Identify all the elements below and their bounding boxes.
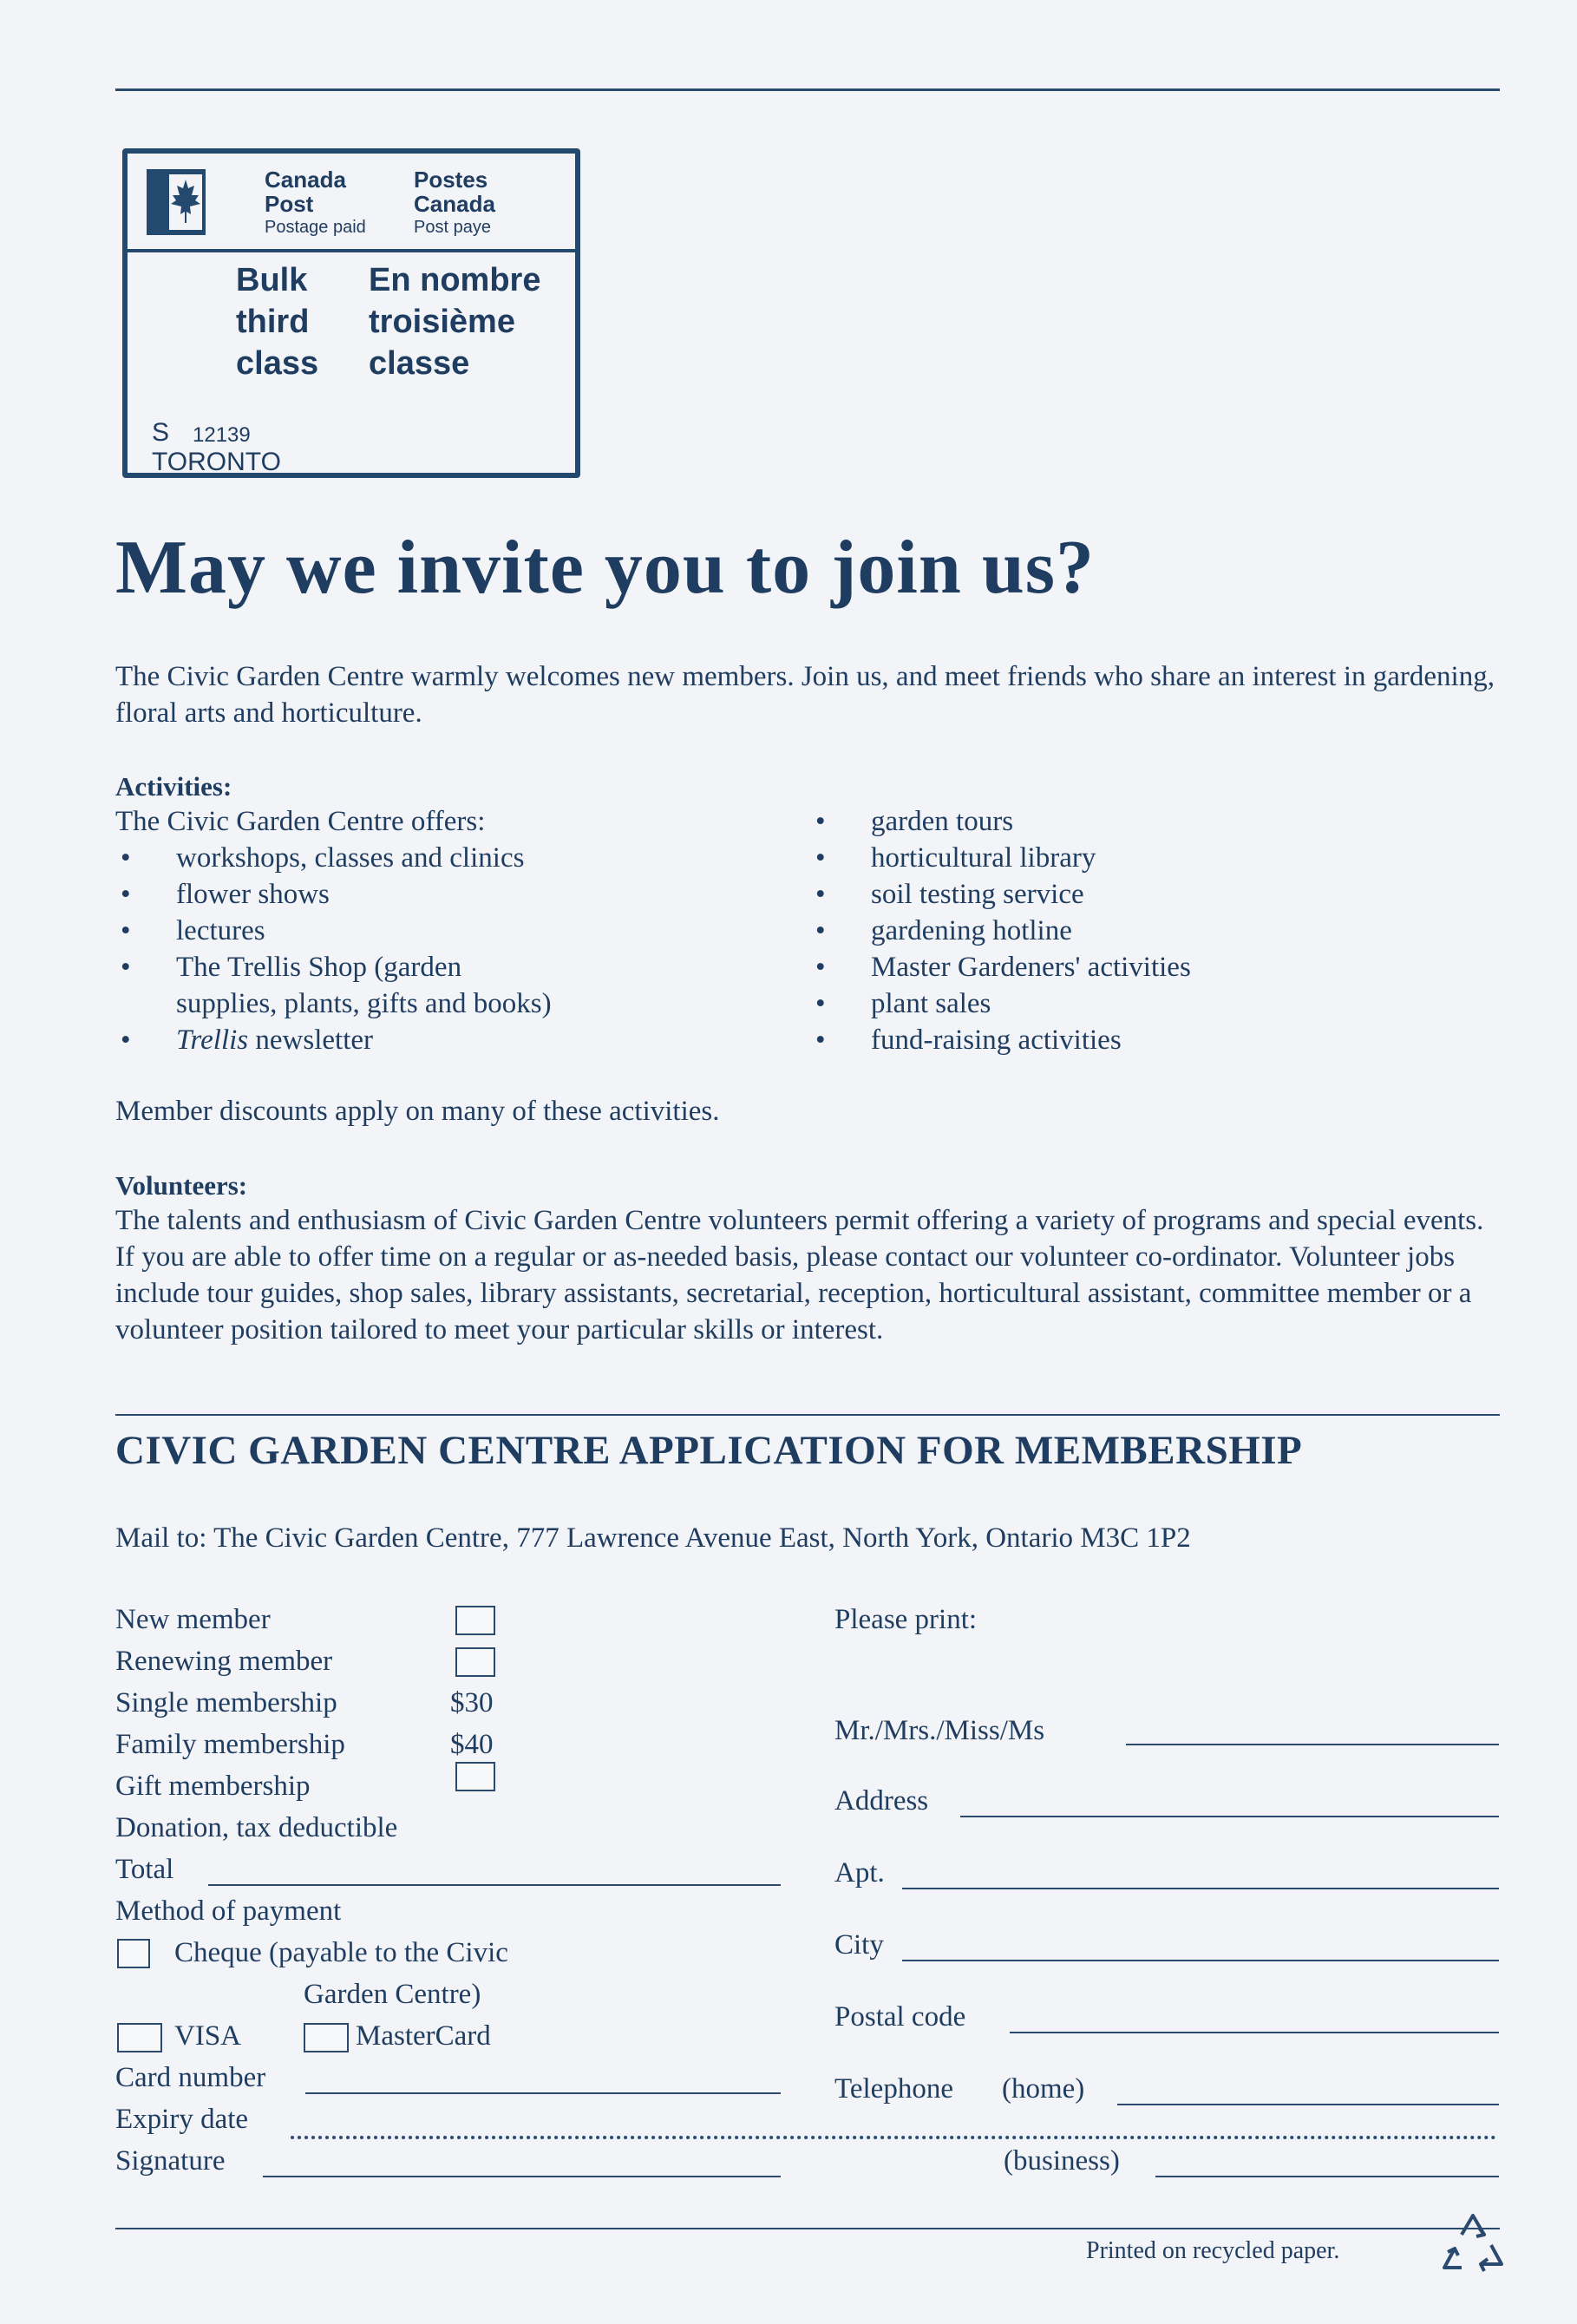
list-item: • Master Gardeners' activities (810, 949, 1191, 985)
family-membership-price: $40 (450, 1729, 494, 1760)
new-member-label: New member (115, 1604, 271, 1635)
renewing-member-checkbox[interactable] (455, 1647, 495, 1677)
postal-code-label: Postal code (834, 2001, 966, 2033)
cheque-checkbox[interactable] (117, 1939, 150, 1968)
volunteers-heading: Volunteers: (115, 1170, 248, 1201)
indicia-canada-fr: Canada (414, 191, 495, 217)
indicia-header (128, 154, 575, 252)
salutation-label: Mr./Mrs./Miss/Ms (834, 1715, 1045, 1746)
address-field[interactable] (960, 1816, 1499, 1817)
address-label: Address (834, 1785, 929, 1817)
list-item-continuation: supplies, plants, gifts and books) (176, 988, 552, 1019)
apt-label: Apt. (834, 1857, 885, 1889)
canada-post-logo-icon (147, 169, 206, 235)
family-membership-label: Family membership (115, 1729, 345, 1760)
postage-indicia (122, 148, 580, 478)
top-rule (115, 88, 1500, 91)
gift-membership-checkbox[interactable] (455, 1762, 495, 1791)
list-item: • fund-raising activities (810, 1022, 1191, 1058)
donation-label: Donation, tax deductible (115, 1812, 398, 1843)
renewing-member-label: Renewing member (115, 1646, 333, 1677)
indicia-permit-number: 12139 (193, 423, 251, 447)
telephone-home-label: (home) (1002, 2073, 1085, 2105)
indicia-postes-fr: Postes (414, 167, 488, 193)
application-top-rule (115, 1414, 1500, 1416)
apt-field[interactable] (902, 1888, 1499, 1889)
name-field[interactable] (1126, 1744, 1499, 1745)
telephone-label: Telephone (834, 2073, 953, 2105)
newsletter-label: newsletter (255, 1025, 374, 1056)
telephone-business-field[interactable] (1155, 2176, 1499, 2177)
single-membership-price: $30 (450, 1687, 494, 1718)
postal-code-field[interactable] (1010, 2032, 1499, 2033)
intro-paragraph: The Civic Garden Centre warmly welcomes new members. Join us, and meet friends who share an interest in gardening, floral arts and horticulture. (115, 661, 1495, 729)
indicia-city: TORONTO (152, 448, 281, 476)
list-item: • flower shows (115, 876, 552, 913)
indicia-postage-paid: Postage paid (265, 218, 366, 237)
please-print-label: Please print: (834, 1604, 978, 1635)
list-item: • lectures (115, 913, 552, 949)
visa-checkbox[interactable] (117, 2023, 162, 2052)
indicia-class: class (236, 345, 319, 382)
mail-to-address: Mail to: The Civic Garden Centre, 777 Lawrence Avenue East, North York, Ontario M3C 1P2 (115, 1522, 1191, 1554)
recycle-icon (1436, 2209, 1510, 2283)
total-label: Total (115, 1854, 174, 1885)
telephone-home-field[interactable] (1117, 2104, 1499, 2105)
bottom-rule (115, 2228, 1500, 2229)
indicia-bulk: Bulk (236, 262, 308, 298)
new-member-checkbox[interactable] (455, 1606, 495, 1635)
method-of-payment-label: Method of payment (115, 1895, 342, 1927)
expiry-date-field[interactable] (291, 2136, 1496, 2139)
telephone-business-label: (business) (1004, 2145, 1120, 2177)
indicia-post-paye: Post paye (414, 218, 491, 237)
list-item (115, 1022, 552, 1058)
application-title: CIVIC GARDEN CENTRE APPLICATION FOR MEMBERSHIP (115, 1428, 1303, 1473)
indicia-post-en: Post (265, 191, 314, 217)
activities-list-left (115, 840, 552, 1058)
indicia-troisieme: troisième (369, 304, 515, 340)
card-number-label: Card number (115, 2062, 266, 2093)
indicia-canada-en: Canada (265, 167, 346, 193)
list-item: • plant sales (810, 985, 1191, 1022)
indicia-third: third (236, 304, 310, 340)
volunteers-paragraph: The talents and enthusiasm of Civic Garden Centre volunteers permit offering a variety of programs and special events. If you are able to offer time on a regular or as-needed basis, please contact our volunteer co-ordinator. Volunteer jobs include tour guides, shop sales, library assistants, secretarial, reception, horticultural assistant, committee member or a volunteer position tailored to meet your particular skills or interest. (115, 1205, 1484, 1345)
list-item: • soil testing service (810, 876, 1191, 913)
list-item: • gardening hotline (810, 913, 1191, 949)
total-field[interactable] (208, 1884, 781, 1886)
mastercard-label: MasterCard (356, 2020, 491, 2052)
cheque-label: Cheque (payable to the Civic (174, 1937, 508, 1968)
city-field[interactable] (902, 1960, 1499, 1961)
page-title: May we invite you to join us? (115, 526, 1095, 610)
mastercard-checkbox[interactable] (304, 2023, 349, 2052)
member-discount-note: Member discounts apply on many of these activities. (115, 1096, 720, 1127)
expiry-date-label: Expiry date (115, 2104, 249, 2135)
signature-field[interactable] (263, 2176, 781, 2177)
list-item: • The Trellis Shop (garden (115, 949, 552, 985)
indicia-permit-prefix: S (152, 418, 170, 447)
activities-heading: Activities: (115, 771, 232, 802)
recycled-paper-note: Printed on recycled paper. (1086, 2237, 1340, 2264)
activities-offers: The Civic Garden Centre offers: (115, 806, 486, 837)
card-number-field[interactable] (305, 2092, 781, 2094)
indicia-classe: classe (369, 345, 470, 382)
list-item: • workshops, classes and clinics (115, 840, 552, 876)
cheque-label-continued: Garden Centre) (304, 1979, 481, 2010)
activities-list-right (810, 803, 1191, 1058)
signature-label: Signature (115, 2145, 226, 2177)
city-label: City (834, 1929, 884, 1961)
list-item: • garden tours (810, 803, 1191, 840)
single-membership-label: Single membership (115, 1687, 337, 1718)
gift-membership-label: Gift membership (115, 1771, 311, 1802)
trellis-italic: Trellis (176, 1025, 249, 1056)
list-item: • horticultural library (810, 840, 1191, 876)
indicia-en-nombre: En nombre (369, 262, 541, 298)
visa-label: VISA (174, 2020, 242, 2052)
